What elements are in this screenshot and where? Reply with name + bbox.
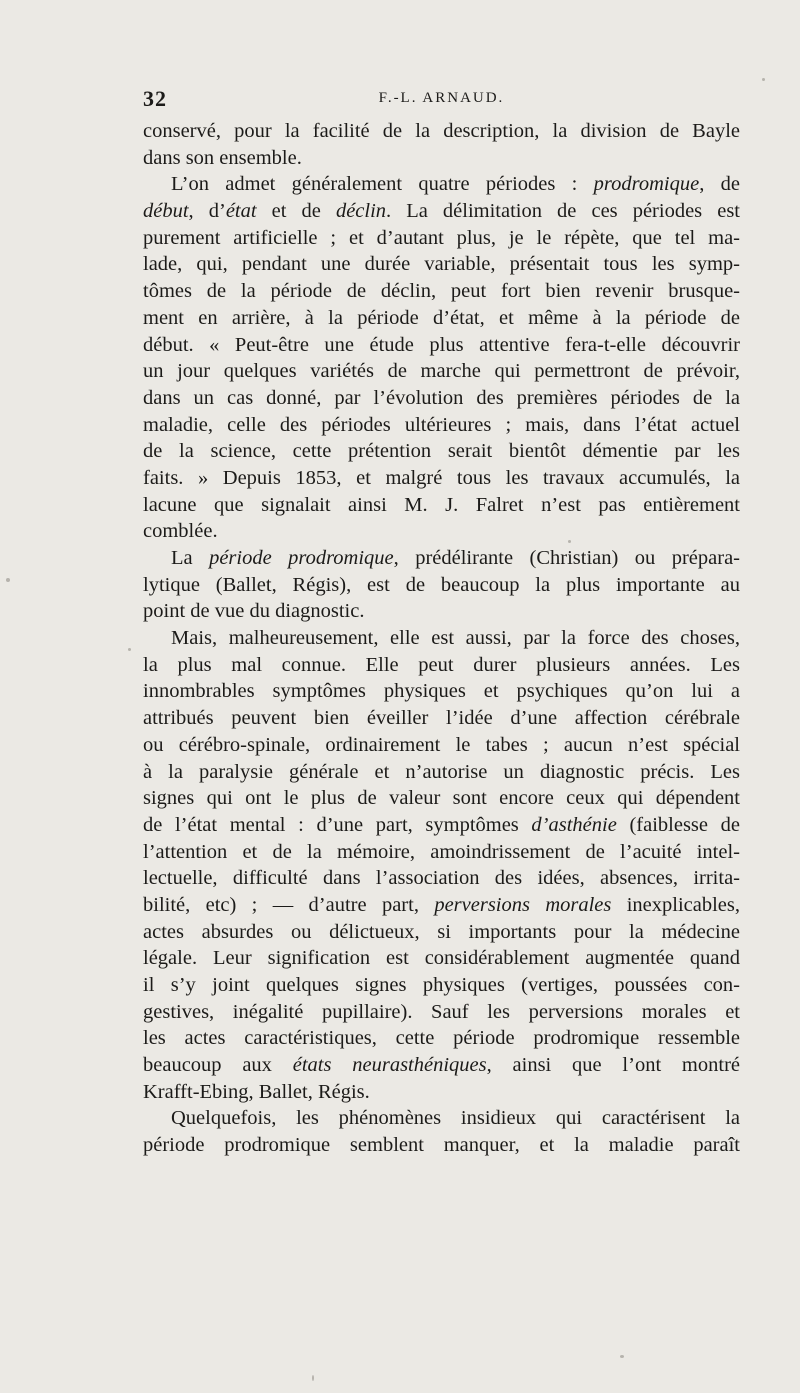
text-line: période prodromique semblent manquer, et la maladie paraît [143, 1134, 740, 1157]
running-title: F.-L. ARNAUD. [378, 90, 505, 106]
text-line: gestives, inégalité pupillaire). Sauf les perversions morales et [143, 1000, 740, 1023]
text-line: la plus mal connue. Elle peut durer plusieurs années. Les [143, 653, 740, 676]
text-line: lytique (Ballet, Régis), est de beaucoup la plus importante au [143, 573, 740, 596]
text-line: dans un cas donné, par l’évolution des premières périodes de la [143, 386, 740, 409]
running-head [143, 86, 740, 116]
text-run: inexplicables, [611, 893, 740, 916]
text-line: innombrables symptômes physiques et psychiques qu’on lui a [143, 680, 740, 703]
text-line: dans son ensemble. [143, 146, 302, 169]
text-line [143, 892, 740, 919]
text-line: purement artificielle ; et d’autant plus, je le répète, que tel ma- [143, 226, 740, 249]
text-line [143, 171, 740, 198]
text-line: tômes de la période de déclin, peut fort bien revenir brusque- [143, 280, 740, 303]
italic-phrase: début [143, 200, 189, 223]
text-run: (faiblesse de [616, 813, 740, 836]
text-line: signes qui ont le plus de valeur sont encore ceux qui dépendent [143, 787, 740, 810]
text-line: ou cérébro-spinale, ordinairement le tabes ; aucun n’est spécial [143, 733, 740, 756]
text-run: L’on admet généralement quatre périodes : [171, 173, 594, 196]
text-line: un jour quelques variétés de marche qui permettront de prévoir, [143, 360, 740, 383]
italic-phrase: déclin [335, 200, 387, 223]
paper-speck [762, 78, 765, 81]
text-run: . La délimitation de ces périodes est [386, 200, 740, 223]
text-line: actes absurdes ou délictueux, si importants pour la médecine [143, 920, 740, 943]
text-line: l’attention et de la mémoire, amoindrissement de l’acuité intel- [143, 840, 740, 863]
text-line: de la science, cette prétention serait bientôt démentie par les [143, 440, 740, 463]
paper-speck [128, 648, 131, 651]
text-line: il s’y joint quelques signes physiques (vertiges, poussées con- [143, 974, 740, 996]
text-line: conservé, pour la facilité de la description, la division de Bayle [143, 120, 740, 142]
text-line: Krafft-Ebing, Ballet, Régis. [143, 1080, 370, 1103]
text-line [143, 1052, 740, 1079]
text-line: lectuelle, difficulté dans l’association des idées, absences, irrita- [143, 867, 740, 890]
text-line [143, 812, 740, 839]
text-line: début. « Peut-être une étude plus attentive fera-t-elle découvrir [143, 333, 740, 356]
italic-phrase: états neurasthéniques [292, 1054, 487, 1077]
text-line: ment en arrière, à la période d’état, et même à la période de [143, 306, 740, 329]
text-line: lacune que signalait ainsi M. J. Falret n’est pas entièrement [143, 493, 740, 516]
text-run: bilité, etc) ; — d’autre part, [143, 893, 435, 916]
paper-speck [568, 540, 571, 543]
text-line: attribués peuvent bien éveiller l’idée d’une affection cérébrale [143, 707, 740, 730]
italic-phrase: d’asthénie [531, 813, 617, 836]
text-line: maladie, celle des périodes ultérieures ; mais, dans l’état actuel [143, 413, 740, 436]
paper-speck [620, 1355, 624, 1358]
page-number: 32 [143, 86, 167, 111]
text-run: La [171, 547, 210, 569]
text-line: les actes caractéristiques, cette période prodromique ressemble [143, 1027, 740, 1050]
paper-speck [6, 578, 10, 582]
text-run: , de [699, 173, 740, 196]
text-line: Quelquefois, les phénomènes insidieux qui caractérisent la [171, 1107, 740, 1130]
text-line [143, 198, 740, 225]
italic-phrase: prodromique [593, 173, 700, 196]
paper-speck [312, 1375, 314, 1381]
text-run: de l’état mental : d’une part, symptômes [143, 813, 532, 836]
text-line: à la paralysie générale et n’autorise un diagnostic précis. Les [143, 760, 740, 783]
italic-phrase: perversions morales [434, 893, 612, 916]
text-run: et de [256, 200, 336, 223]
text-line: faits. » Depuis 1853, et malgré tous les travaux accumulés, la [143, 466, 740, 489]
text-line [143, 545, 740, 572]
text-run: , d’ [188, 200, 226, 223]
text-run: , ainsi que l’ont montré [486, 1054, 740, 1077]
text-line: lade, qui, pendant une durée variable, présentait tous les symp- [143, 253, 740, 276]
body-text [143, 118, 740, 1159]
text-line: légale. Leur signification est considérablement augmentée quand [143, 947, 740, 970]
text-line: point de vue du diagnostic. [143, 600, 365, 623]
italic-phrase: période prodromique [209, 547, 394, 569]
text-line: Mais, malheureusement, elle est aussi, par la force des choses, [171, 627, 740, 650]
italic-phrase: état [225, 200, 257, 223]
text-run: beaucoup aux [143, 1054, 293, 1077]
text-line: comblée. [143, 520, 218, 543]
text-run: , prédélirante (Christian) ou prépara- [393, 547, 740, 569]
